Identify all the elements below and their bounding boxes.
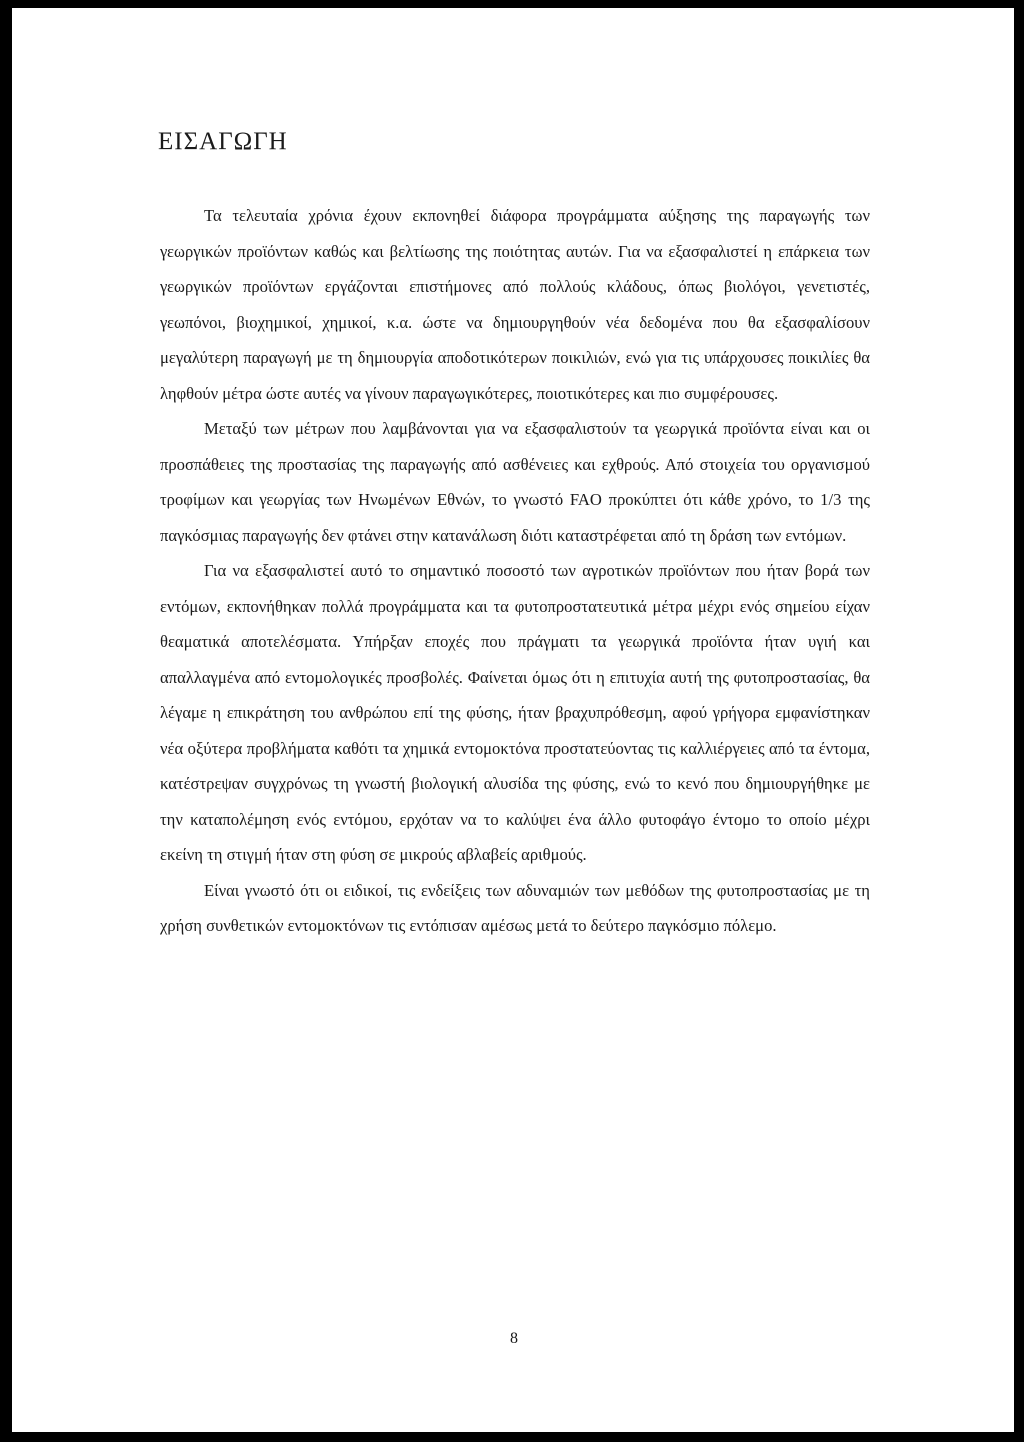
paragraph-1: Τα τελευταία χρόνια έχουν εκπονηθεί διάφορα προγράμματα αύξησης της παραγωγής των γεωργικών προϊόντων καθώς και βελτίωσης της ποιότητας αυτών. Για να εξασφαλιστεί η επάρκεια των γεωργικών προϊόντων εργάζονται επιστήμονες από πολλούς κλάδους, όπως βιολόγοι, γενετιστές, γεωπόνοι, βιοχημικοί, χημικοί, κ.α. ώστε να δημιουργηθούν νέα δεδομένα που θα εξασφαλίσουν μεγαλύτερη παραγωγή με τη δημιουργία αποδοτικότερων ποικιλιών, ενώ για τις υπάρχουσες ποικιλίες θα ληφθούν μέτρα ώστε αυτές να γίνουν παραγωγικότερες, ποιοτικότερες και πιο συμφέρουσες. xyxy=(160,206,870,403)
section-title: ΕΙΣΑΓΩΓΗ xyxy=(158,128,288,155)
paragraph-3: Για να εξασφαλιστεί αυτό το σημαντικό ποσοστό των αγροτικών προϊόντων που ήταν βορά των εντόμων, εκπονήθηκαν πολλά προγράμματα και τα φυτοπροστατευτικά μέτρα μέχρι ενός σημείου είχαν θεαματικά αποτελέσματα. Υπήρξαν εποχές που πράγματι τα γεωργικά προϊόντα ήταν υγιή και απαλλαγμένα από εντομολογικές προσβολές. Φαίνεται όμως ότι η επιτυχία αυτή της φυτοπροστασίας, θα λέγαμε η επικράτηση του ανθρώπου επί της φύσης, ήταν βραχυπρόθεσμη, αφού γρήγορα εμφανίστηκαν νέα οξύτερα προβλήματα καθότι τα χημικά εντομοκτόνα προστατεύοντας τις καλλιέργειες από τα έντομα, κατέστρεψαν συγχρόνως τη γνωστή βιολογική αλυσίδα της φύσης, ενώ το κενό που δημιουργήθηκε με την καταπολέμηση ενός εντόμου, ερχόταν να το καλύψει ένα άλλο φυτοφάγο έντομο το οποίο μέχρι εκείνη τη στιγμή ήταν στη φύση σε μικρούς αβλαβείς αριθμούς. xyxy=(160,561,870,864)
page-content xyxy=(150,128,870,944)
paragraph-4: Είναι γνωστό ότι οι ειδικοί, τις ενδείξεις των αδυναμιών των μεθόδων της φυτοπροστασίας με τη χρήση συνθετικών εντομοκτόνων τις εντόπισαν αμέσως μετά το δεύτερο παγκόσμιο πόλεμο. xyxy=(160,880,870,935)
page-number: 8 xyxy=(510,1330,518,1347)
paragraph-2: Μεταξύ των μέτρων που λαμβάνονται για να εξασφαλιστούν τα γεωργικά προϊόντα είναι και οι προσπάθειες της προστασίας της παραγωγής από ασθένειες και εχθρούς. Από στοιχεία του οργανισμού τροφίμων και γεωργίας των Ηνωμένων Εθνών, το γνωστό FAO προκύπτει ότι κάθε χρόνο, το 1/3 της παγκόσμιας παραγωγής δεν φτάνει στην κατανάλωση διότι καταστρέφεται από τη δράση των εντόμων. xyxy=(160,419,870,545)
